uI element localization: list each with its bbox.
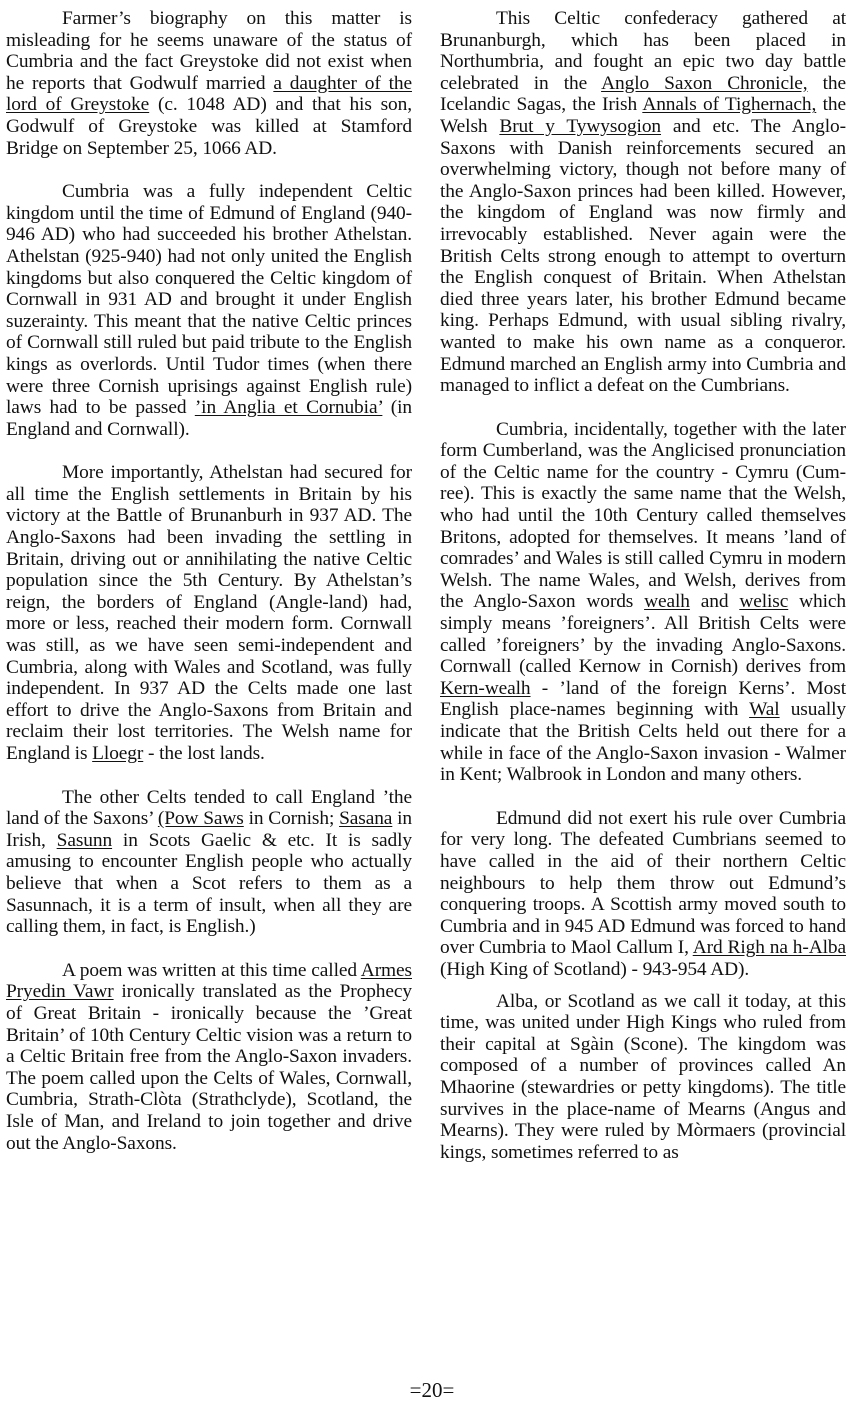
underlined-phrase: Annals of Tighernach,	[642, 94, 817, 116]
paragraph-farmer-biography: Farmer’s biography on this matter is misleading for he seems unaware of the status of Cumbria and the fact Greystoke did not exist when he reports that Godwulf married a daughter of the lord of Greystoke (c. 1048 AD) and that his son, Godwulf of Greystoke was killed at Stamford Bridge on September 25, 1066 AD.	[6, 8, 412, 159]
paragraph-alba-scotland: Alba, or Scotland as we call it today, at this time, was united under High Kings who ruled from their capital at Sgàin (Scone). The kingdom was composed of a number of provinces called An Mhaorine (stewardries or petty kingdoms). The title survives in the place-name of Mearns (Angus and Mearns). They were ruled by Mòrmaers (provincial kings, sometimes referred to as	[440, 990, 846, 1163]
right-column	[440, 8, 846, 1163]
underlined-phrase: Wal	[749, 699, 780, 721]
underlined-phrase: Ard Righ na h-Alba	[692, 937, 846, 959]
paragraph-edmund-rule: Edmund did not exert his rule over Cumbria for very long. The defeated Cumbrians seemed to have called in the aid of their northern Celtic neighbours to help them throw out Edmund’s conquering troops. A Scottish army moved south to Cumbria and in 945 AD Edmund was forced to hand over Cumbria to Maol Callum I, Ard Righ na h-Alba (High King of Scotland) - 943-954 AD).	[440, 807, 846, 980]
paragraph-celtic-confederacy: This Celtic confederacy gathered at Brunanburgh, which has been placed in Northumbria, and fought an epic two day battle celebrated in the Anglo Saxon Chronicle, the Icelandic Sagas, the Irish Annals of Tighernach, the Welsh Brut y Tywysogion and etc. The Anglo-Saxons with Danish reinforcements secured an overwhelming victory, though not before many of the Anglo-Saxon princes had been killed. However, the kingdom of England was now firmly and irrevocably established. Never again were the British Celts strong enough to attempt to overturn the English conquest of Britain. When Athelstan died three years later, his brother Edmund became king. Perhaps Edmund, with usual sibling rivalry, wanted to make his own name as a conqueror. Edmund marched an English army into Cumbria and managed to inflict a defeat on the Cumbrians.	[440, 8, 846, 397]
underlined-phrase: a daughter of the lord of Greystoke	[6, 72, 412, 116]
paragraph-land-of-saxons: The other Celts tended to call England ’the land of the Saxons’ (Pow Saws in Cornish; Sasana in Irish, Sasunn in Scots Gaelic & etc. It is sadly amusing to encounter English people who actually believe that when a Scot refers to them as a Sasunnach, it is a term of insult, when all they are calling them, in fact, is English.)	[6, 786, 412, 938]
paragraph-athelstan-brunanburh: More importantly, Athelstan had secured for all time the English settlements in Britain by his victory at the Battle of Brunanburh in 937 AD. The Anglo-Saxons had been invading the settling in Britain, driving out or annihilating the native Celtic population since the 5th Century. By Athelstan’s reign, the borders of England (Angle-land) had, more or less, reached their modern form. Cornwall was still, as we have seen semi-independent and Cumbria, along with Wales and Scotland, was fully independent. In 937 AD the Celts made one last effort to drive the Anglo-Saxons from Britain and reclaim their lost territories. The Welsh name for England is Lloegr - the lost lands.	[6, 462, 412, 764]
paragraph-armes-prydein: A poem was written at this time called Armes Pryedin Vawr ironically translated as the Prophecy of Great Britain - ironically because the ’Great Britain’ of 10th Century Celtic vision was a return to a Celtic Britain free from the Anglo-Saxon invaders. The poem called upon the Celts of Wales, Cornwall, Cumbria, Strath-Clòta (Strathclyde), Scotland, the Isle of Man, and Ireland to join together and drive out the Anglo-Saxons.	[6, 959, 412, 1154]
page-number: =20=	[409, 1378, 455, 1402]
underlined-phrase: welisc	[739, 591, 789, 613]
left-column	[6, 8, 412, 1154]
paragraph-cumbria-name: Cumbria, incidentally, together with the later form Cumberland, was the Anglicised pronunciation of the Celtic name for the country - Cymru (Cum-ree). This is exactly the same name that the Welsh, who had until the 10th Century called themselves Britons, adopted for themselves. It means ’land of comrades’ and Wales is still called Cymru in modern Welsh. The name Wales, and Welsh, derives from the Anglo-Saxon words wealh and welisc which simply means ’foreigners’. All British Celts were called ’foreigners’ by the invading Anglo-Saxons. Cornwall (called Kernow in Cornish) derives from Kern-wealh - ’land of the foreign Kerns’. Most English place-names beginning with Wal usually indicate that the British Celts held out there for a while in face of the Anglo-Saxon invasion - Walmer in Kent; Walbrook in London and many others.	[440, 418, 847, 786]
underlined-phrase: Anglo Saxon Chronicle,	[601, 72, 808, 94]
underlined-phrase: Brut y Tywysogion	[499, 115, 662, 137]
underlined-phrase: (Pow Saws	[157, 808, 244, 830]
underlined-phrase: Lloegr	[92, 743, 144, 764]
underlined-phrase: Armes Pryedin Vawr	[6, 959, 412, 1003]
underlined-phrase: Sasunn	[56, 829, 113, 851]
underlined-phrase: Sasana	[339, 808, 393, 830]
underlined-phrase: Kern-wealh	[440, 677, 531, 699]
paragraph-cumbria-independent: Cumbria was a fully independent Celtic kingdom until the time of Edmund of England (940-946 AD) who had succeeded his brother Athelstan. Athelstan (925-940) had not only united the English kingdoms but also conquered the Celtic kingdom of Cornwall in 931 AD and brought it under English suzerainty. This meant that the native Celtic princes of Cornwall still ruled but paid tribute to the English kings as overlords. Until Tudor times (when there were three Cornish uprisings against English rule) laws had to be passed ’in Anglia et Cornubia’ (in England and Cornwall).	[6, 181, 412, 440]
underlined-phrase: ’in Anglia et Cornubia’	[194, 397, 383, 419]
underlined-phrase: wealh	[644, 591, 690, 613]
